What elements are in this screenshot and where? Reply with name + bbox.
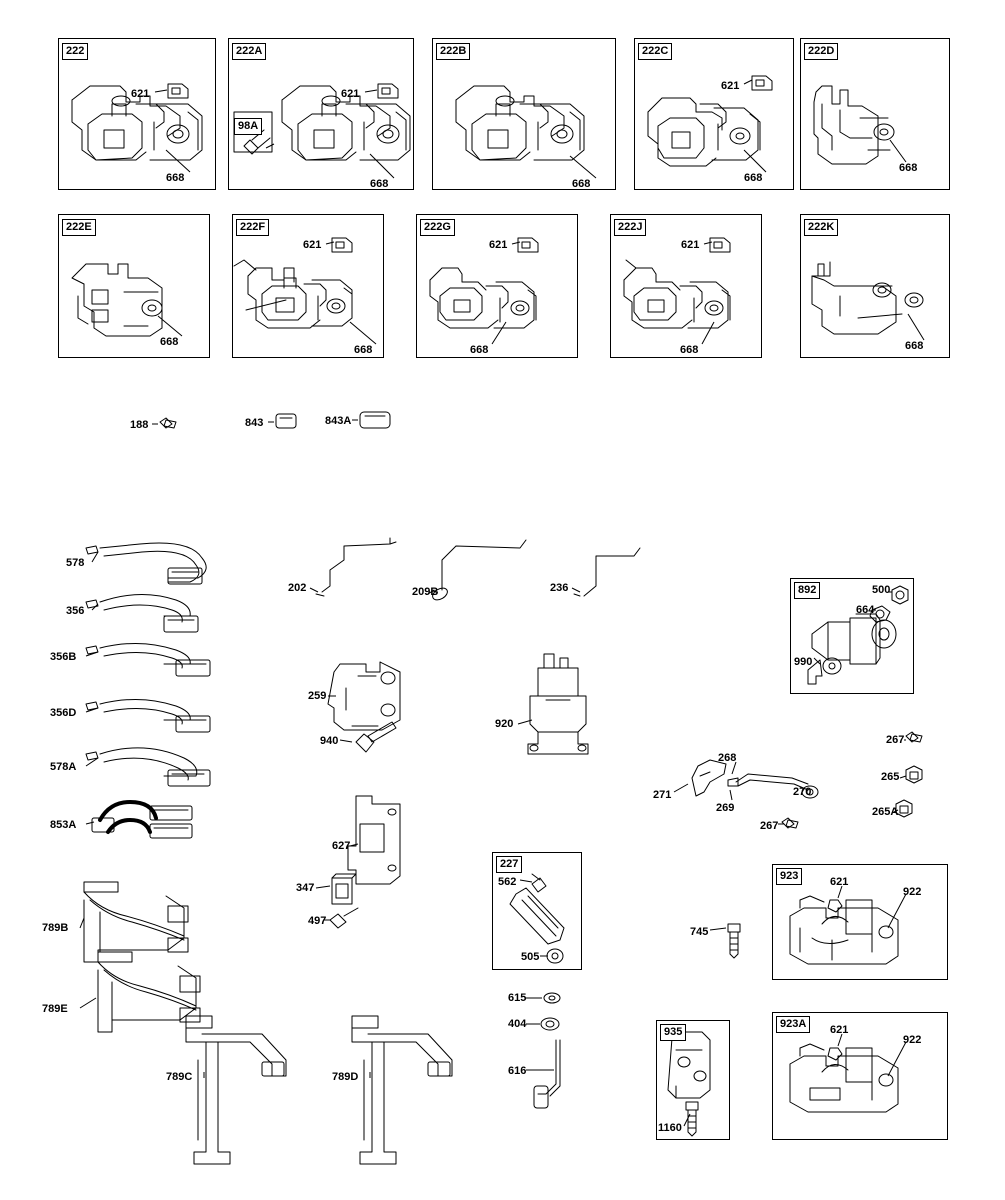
- panel-222: [58, 38, 216, 190]
- part-label-789b: 789B: [42, 922, 69, 934]
- part-label-497: 497: [308, 915, 327, 927]
- callout-222f-668: 668: [354, 344, 373, 356]
- panel-222d: [800, 38, 950, 190]
- callout-222c-668: 668: [744, 172, 763, 184]
- part-label-269: 269: [716, 802, 735, 814]
- part-label-265a: 265A: [872, 806, 899, 818]
- part-label-789d: 789D: [332, 1071, 359, 1083]
- part-label-745: 745: [690, 926, 709, 938]
- part-label-356: 356: [66, 605, 85, 617]
- callout-923a-922: 922: [903, 1034, 922, 1046]
- callout-222a-668: 668: [370, 178, 389, 190]
- callout-222g-621: 621: [489, 239, 508, 251]
- part-label-356b: 356B: [50, 651, 77, 663]
- callout-923a-621: 621: [830, 1024, 849, 1036]
- part-label-236: 236: [550, 582, 569, 594]
- callout-227-505: 505: [521, 951, 540, 963]
- part-label-259: 259: [308, 690, 327, 702]
- callout-222d-668: 668: [899, 162, 918, 174]
- panel-tag-222a: 222A: [232, 43, 266, 60]
- part-label-267-upper: 267: [886, 734, 905, 746]
- part-label-853a: 853A: [50, 819, 77, 831]
- callout-222-668: 668: [166, 172, 185, 184]
- part-label-267-lower: 267: [760, 820, 779, 832]
- panel-tag-892: 892: [794, 582, 820, 599]
- callout-222-621: 621: [131, 88, 150, 100]
- panel-tag-222j: 222J: [614, 219, 646, 236]
- callout-923-922: 922: [903, 886, 922, 898]
- part-label-578: 578: [66, 557, 85, 569]
- callout-222a-621: 621: [341, 88, 360, 100]
- part-label-270: 270: [793, 786, 812, 798]
- callout-935-1160: 1160: [658, 1122, 682, 1134]
- part-label-843a: 843A: [325, 415, 352, 427]
- part-label-209b: 209B: [412, 586, 439, 598]
- panel-tag-222f: 222F: [236, 219, 269, 236]
- part-label-347: 347: [296, 882, 315, 894]
- part-label-940: 940: [320, 735, 339, 747]
- panel-tag-923a: 923A: [776, 1016, 810, 1033]
- panel-tag-222g: 222G: [420, 219, 455, 236]
- part-label-188: 188: [130, 419, 149, 431]
- part-label-265: 265: [881, 771, 900, 783]
- panel-tag-222: 222: [62, 43, 88, 60]
- callout-892-990: 990: [794, 656, 813, 668]
- callout-222k-668: 668: [905, 340, 924, 352]
- callout-222a-98a: 98A: [234, 118, 262, 135]
- panel-tag-935: 935: [660, 1024, 686, 1041]
- callout-892-500: 500: [872, 584, 891, 596]
- callout-222f-621: 621: [303, 239, 322, 251]
- part-label-920: 920: [495, 718, 514, 730]
- panel-tag-222d: 222D: [804, 43, 838, 60]
- part-label-268: 268: [718, 752, 737, 764]
- panel-222a: [228, 38, 414, 190]
- callout-222g-668: 668: [470, 344, 489, 356]
- part-label-616: 616: [508, 1065, 527, 1077]
- panel-tag-222b: 222B: [436, 43, 470, 60]
- part-label-789c: 789C: [166, 1071, 193, 1083]
- panel-tag-222k: 222K: [804, 219, 838, 236]
- panel-222c: [634, 38, 794, 190]
- callout-222j-668: 668: [680, 344, 699, 356]
- callout-222b-668: 668: [572, 178, 591, 190]
- panel-tag-222c: 222C: [638, 43, 672, 60]
- callout-227-562: 562: [498, 876, 517, 888]
- callout-892-664: 664: [856, 604, 875, 616]
- part-label-404: 404: [508, 1018, 527, 1030]
- panel-tag-227: 227: [496, 856, 522, 873]
- part-label-789e: 789E: [42, 1003, 68, 1015]
- callout-222j-621: 621: [681, 239, 700, 251]
- part-label-202: 202: [288, 582, 307, 594]
- part-label-578a: 578A: [50, 761, 77, 773]
- part-label-627: 627: [332, 840, 351, 852]
- callout-222e-668: 668: [160, 336, 179, 348]
- part-label-615: 615: [508, 992, 527, 1004]
- panel-tag-222e: 222E: [62, 219, 96, 236]
- panel-222b: [432, 38, 616, 190]
- callout-222c-621: 621: [721, 80, 740, 92]
- callout-923-621: 621: [830, 876, 849, 888]
- part-label-271: 271: [653, 789, 672, 801]
- panel-tag-923: 923: [776, 868, 802, 885]
- part-label-843: 843: [245, 417, 264, 429]
- part-label-356d: 356D: [50, 707, 77, 719]
